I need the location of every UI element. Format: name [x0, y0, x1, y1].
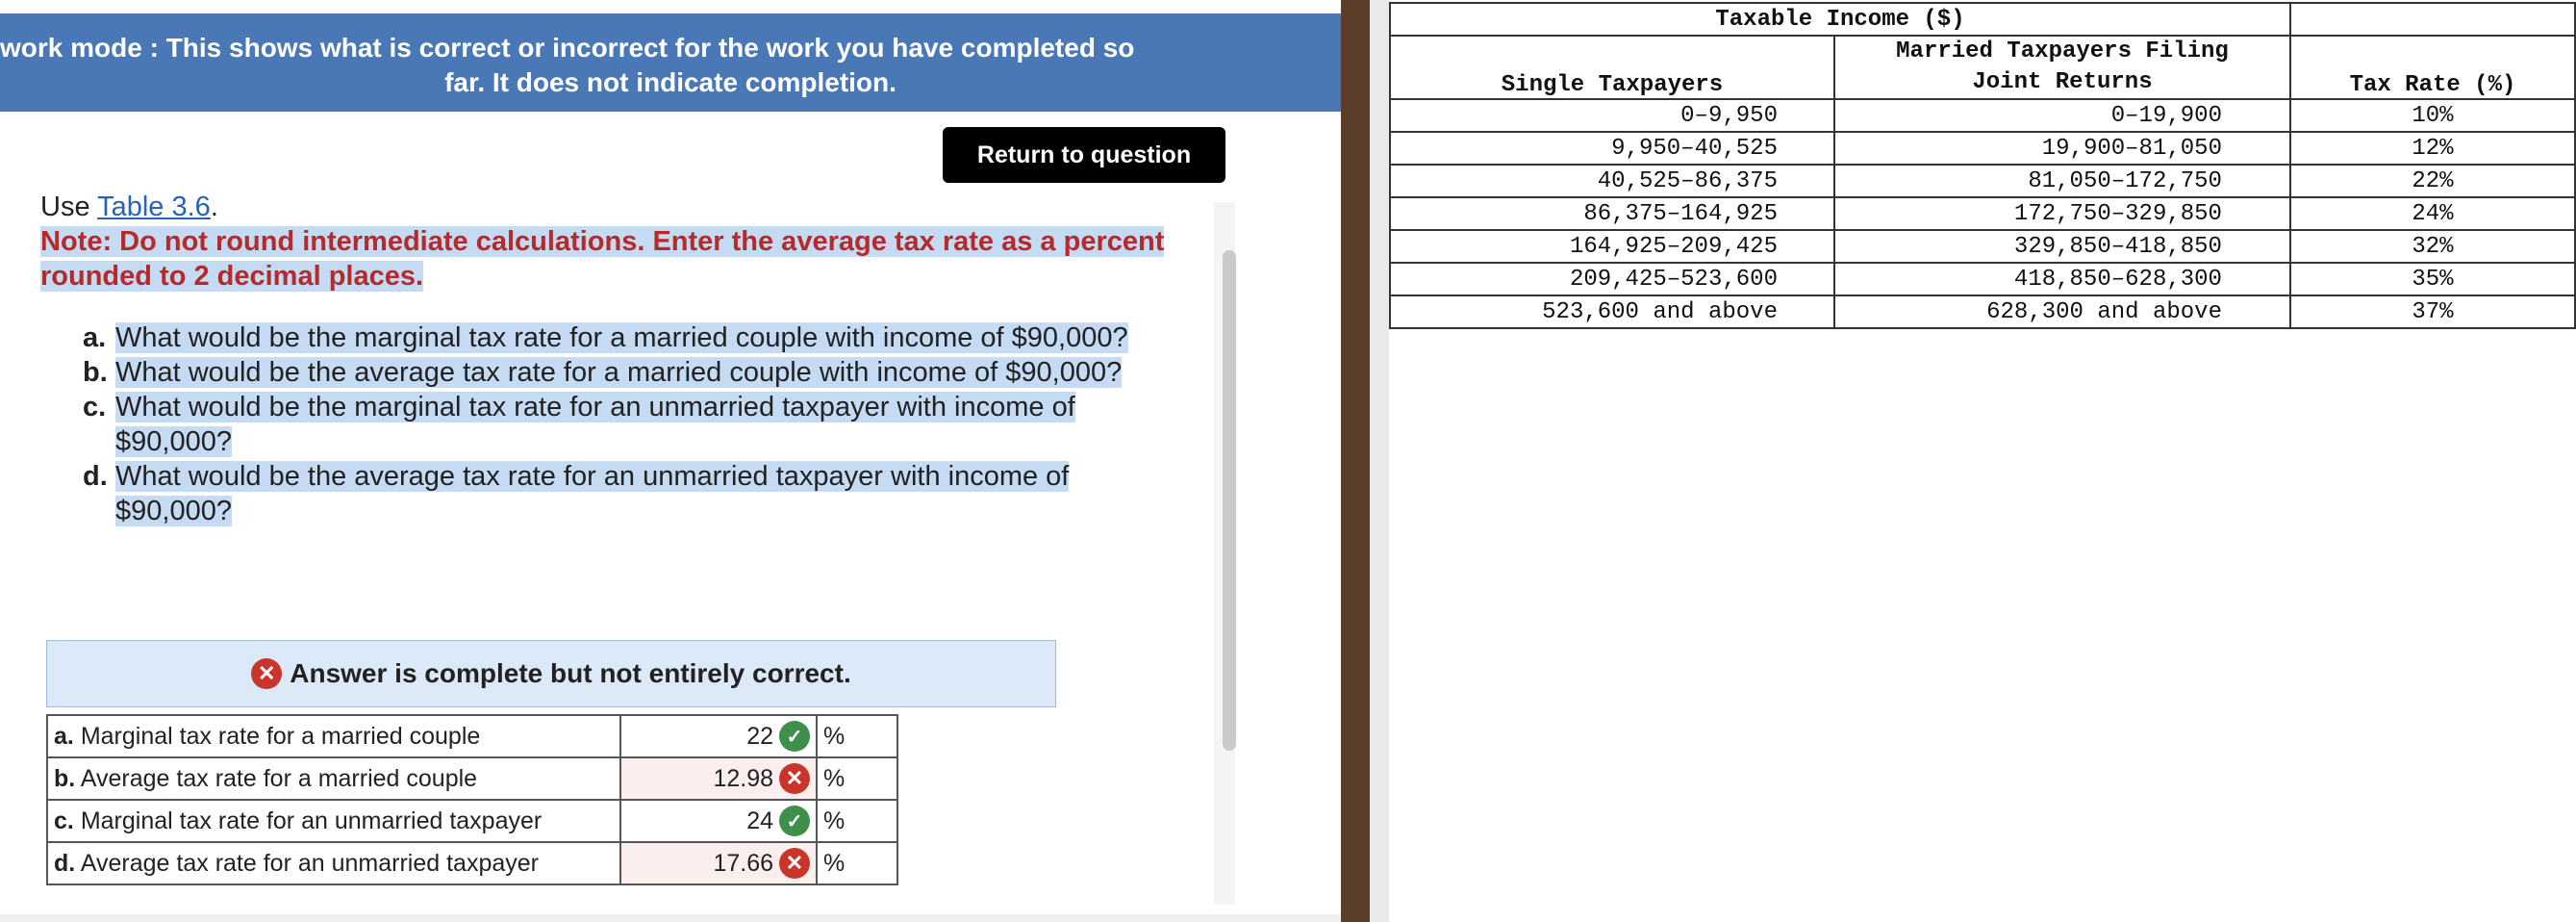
part-text: What would be the marginal tax rate for a married couple with income of $90,000? — [115, 322, 1128, 353]
tax-rate: 24% — [2290, 197, 2575, 230]
table-row — [47, 757, 897, 800]
married-bracket: 172,750–329,850 — [1834, 197, 2290, 230]
question-area — [40, 190, 1204, 528]
part-letter: a. — [83, 322, 107, 353]
tax-rate: 10% — [2290, 99, 2575, 132]
answer-status-text: Answer is complete but not entirely correct. — [290, 658, 851, 688]
part-text: What would be the average tax rate for a married couple with income of $90,000? — [115, 357, 1123, 388]
question-part — [83, 320, 1204, 355]
table-row — [1390, 99, 2575, 132]
single-bracket: 209,425–523,600 — [1390, 263, 1834, 295]
single-bracket: 40,525–86,375 — [1390, 165, 1834, 197]
table-row — [1390, 230, 2575, 263]
return-to-question-button[interactable]: Return to question — [943, 127, 1225, 183]
answer-value: 22 — [746, 722, 773, 750]
answer-unit: % — [817, 842, 897, 884]
table-row — [1390, 132, 2575, 165]
check-icon: ✓ — [779, 721, 810, 752]
tax-rate-header: Tax Rate (%) — [2290, 36, 2575, 99]
window-gap — [1370, 0, 1389, 922]
married-bracket: 628,300 and above — [1834, 295, 2290, 328]
tax-rate: 32% — [2290, 230, 2575, 263]
married-bracket: 0–19,900 — [1834, 99, 2290, 132]
note-text — [40, 224, 1204, 294]
married-bracket: 418,850–628,300 — [1834, 263, 2290, 295]
x-icon: ✕ — [779, 848, 810, 879]
answer-unit: % — [817, 757, 897, 800]
tax-rate: 12% — [2290, 132, 2575, 165]
single-bracket: 86,375–164,925 — [1390, 197, 1834, 230]
answer-value-cell[interactable] — [620, 757, 817, 800]
part-letter: c. — [83, 392, 107, 423]
use-suffix: . — [210, 192, 218, 222]
x-icon: ✕ — [251, 658, 282, 689]
x-icon: ✕ — [779, 763, 810, 794]
check-icon: ✓ — [779, 806, 810, 836]
single-bracket: 0–9,950 — [1390, 99, 1834, 132]
answer-value: 24 — [746, 807, 773, 834]
table-row — [1390, 263, 2575, 295]
married-bracket: 81,050–172,750 — [1834, 165, 2290, 197]
table-header-row — [1390, 36, 2575, 99]
table-row — [47, 800, 897, 842]
table-row — [1390, 165, 2575, 197]
table-row — [1390, 295, 2575, 328]
use-prefix: Use — [40, 192, 98, 222]
table-link[interactable]: Table 3.6 — [97, 192, 211, 222]
answer-unit: % — [817, 715, 897, 757]
single-header: Single Taxpayers — [1390, 36, 1834, 99]
banner-line-2: far. It does not indicate completion. — [444, 67, 897, 97]
empty-header-cell — [2290, 3, 2575, 36]
table-row — [1390, 197, 2575, 230]
married-bracket: 329,850–418,850 — [1834, 230, 2290, 263]
taxable-income-header: Taxable Income ($) — [1390, 3, 2290, 36]
scrollbar-thumb[interactable] — [1223, 250, 1236, 751]
tax-rate-table — [1389, 2, 2576, 329]
bottom-divider — [0, 914, 1341, 922]
answer-label: d. Average tax rate for an unmarried taxpayer — [47, 842, 620, 884]
tax-rate: 35% — [2290, 263, 2575, 295]
answer-unit: % — [817, 800, 897, 842]
single-bracket: 523,600 and above — [1390, 295, 1834, 328]
banner-line-1: work mode : This shows what is correct or incorrect for the work you have completed so — [0, 33, 1135, 63]
part-text: What would be the average tax rate for an unmarried taxpayer with income of $90,000? — [115, 461, 1070, 526]
window-divider — [1341, 0, 1370, 922]
single-bracket: 164,925–209,425 — [1390, 230, 1834, 263]
answers-table — [46, 714, 898, 885]
answer-value: 17.66 — [713, 849, 773, 877]
married-bracket: 19,900–81,050 — [1834, 132, 2290, 165]
answer-label: c. Marginal tax rate for an unmarried taxpayer — [47, 800, 620, 842]
tax-rate: 37% — [2290, 295, 2575, 328]
part-text: What would be the marginal tax rate for an unmarried taxpayer with income of $90,000? — [115, 392, 1075, 457]
table-header-row — [1390, 3, 2575, 36]
answer-value-cell[interactable] — [620, 800, 817, 842]
tax-table-panel — [1389, 0, 2576, 922]
table-row — [47, 842, 897, 884]
answer-value-cell[interactable] — [620, 842, 817, 884]
table-row — [47, 715, 897, 757]
single-bracket: 9,950–40,525 — [1390, 132, 1834, 165]
question-parts — [40, 320, 1204, 528]
question-part — [83, 355, 1204, 390]
tax-rate: 22% — [2290, 165, 2575, 197]
married-header: Married Taxpayers Filing Joint Returns — [1834, 36, 2290, 99]
question-part — [83, 459, 1204, 528]
answer-value-cell[interactable] — [620, 715, 817, 757]
answer-value: 12.98 — [713, 764, 773, 792]
note-highlight: Note: Do not round intermediate calculations. Enter the average tax rate as a percent rounded to 2 decimal places. — [40, 226, 1165, 292]
question-part — [83, 390, 1204, 459]
use-table-line — [40, 190, 1204, 224]
part-letter: d. — [83, 461, 108, 492]
answer-label: b. Average tax rate for a married couple — [47, 757, 620, 800]
answer-label: a. Marginal tax rate for a married couple — [47, 715, 620, 757]
answer-status-box — [46, 640, 1056, 707]
part-letter: b. — [83, 357, 108, 388]
work-mode-banner — [0, 13, 1341, 112]
